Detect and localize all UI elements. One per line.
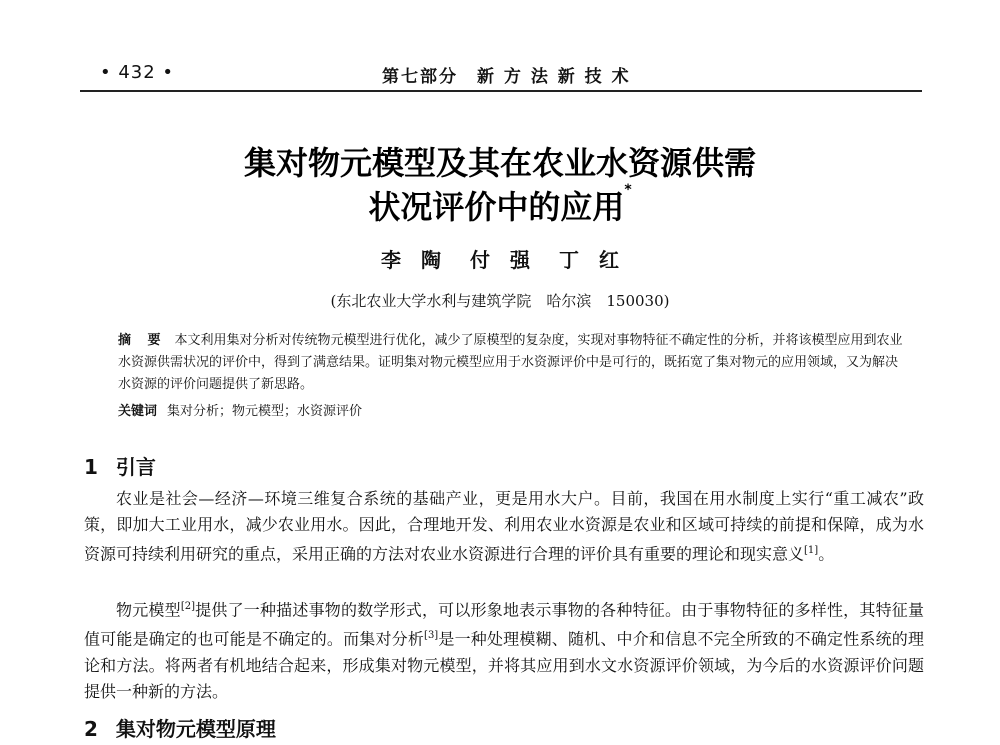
abstract bbox=[118, 330, 904, 396]
running-header: 第七部分 新 方 法 新 技 术 bbox=[382, 67, 631, 87]
paragraph-2-text-b: 提供了一种描述事物的数学形式，可以形象地表示事物的各种特征。由于事物特征的多样性，其特征量值可能是确定的也可能是不确定的。而集对分析 bbox=[84, 600, 924, 649]
paper-title-line-2-text: 状况评价中的应用 bbox=[368, 188, 625, 226]
section-1-heading bbox=[84, 451, 156, 480]
section-2-number: 2 bbox=[84, 717, 98, 741]
abstract-text: 本文利用集对分析对传统物元模型进行优化，减少了原模型的复杂度，实现对事物特征不确定性的分析，并将该模型应用到农业水资源供需状况的评价中，得到了满意结果。证明集对物元模型应用于水资源评价中是可行的，既拓宽了集对物元的应用领域，又为解决水资源的评价问题提供了新思路。 bbox=[118, 333, 903, 392]
header-rule bbox=[80, 90, 922, 92]
paragraph-2-text-a: 物元模型 bbox=[116, 600, 181, 620]
abstract-label: 摘 要 bbox=[118, 333, 167, 348]
paragraph-2 bbox=[84, 594, 924, 705]
citation-3: [3] bbox=[424, 630, 439, 642]
author-2: 付 强 bbox=[470, 248, 530, 272]
paragraph-1-end: 。 bbox=[818, 544, 835, 564]
section-1-number: 1 bbox=[84, 455, 98, 479]
author-list bbox=[0, 244, 1000, 273]
page-number: • 432 • bbox=[100, 62, 175, 83]
section-2-title: 集对物元模型原理 bbox=[115, 717, 276, 741]
paragraph-1-text: 农业是社会—经济—环境三维复合系统的基础产业，更是用水大户。目前，我国在用水制度上实行“重工减农”政策，即加大工业用水，减少农业用水。因此，合理地开发、利用农业水资源是农业和区域可持续的前提和保障，成为水资源可持续利用研究的重点，采用正确的方法对农业水资源进行合理的评价具有重要的理论和现实意义 bbox=[84, 489, 924, 564]
citation-1: [1] bbox=[804, 545, 819, 556]
author-3: 丁 红 bbox=[558, 248, 619, 272]
paragraph-2-text-c: 是一种处理模糊、随机、中介和信息不完全所致的不确定性系统的理论和方法。将两者有机地结合起来，形成集对物元模型，并将其应用到水文水资源评价领域，为今后的水资源评价问题提供一种新的方法。 bbox=[84, 629, 924, 701]
keywords-text: 集对分析；物元模型；水资源评价 bbox=[167, 404, 363, 419]
title-footnote-mark: * bbox=[624, 182, 632, 198]
section-1-title: 引言 bbox=[115, 455, 156, 479]
keywords-label: 关键词 bbox=[118, 404, 158, 419]
author-1: 李 陶 bbox=[381, 248, 442, 272]
citation-2: [2] bbox=[180, 601, 195, 612]
section-2-heading bbox=[84, 713, 276, 742]
keywords bbox=[118, 400, 904, 419]
paragraph-1 bbox=[84, 486, 924, 567]
paper-title-line-1: 集对物元模型及其在农业水资源供需 bbox=[243, 144, 756, 182]
paper-title-line-2 bbox=[0, 182, 1000, 228]
affiliation: (东北农业大学水利与建筑学院 哈尔滨 150030) bbox=[330, 292, 670, 310]
